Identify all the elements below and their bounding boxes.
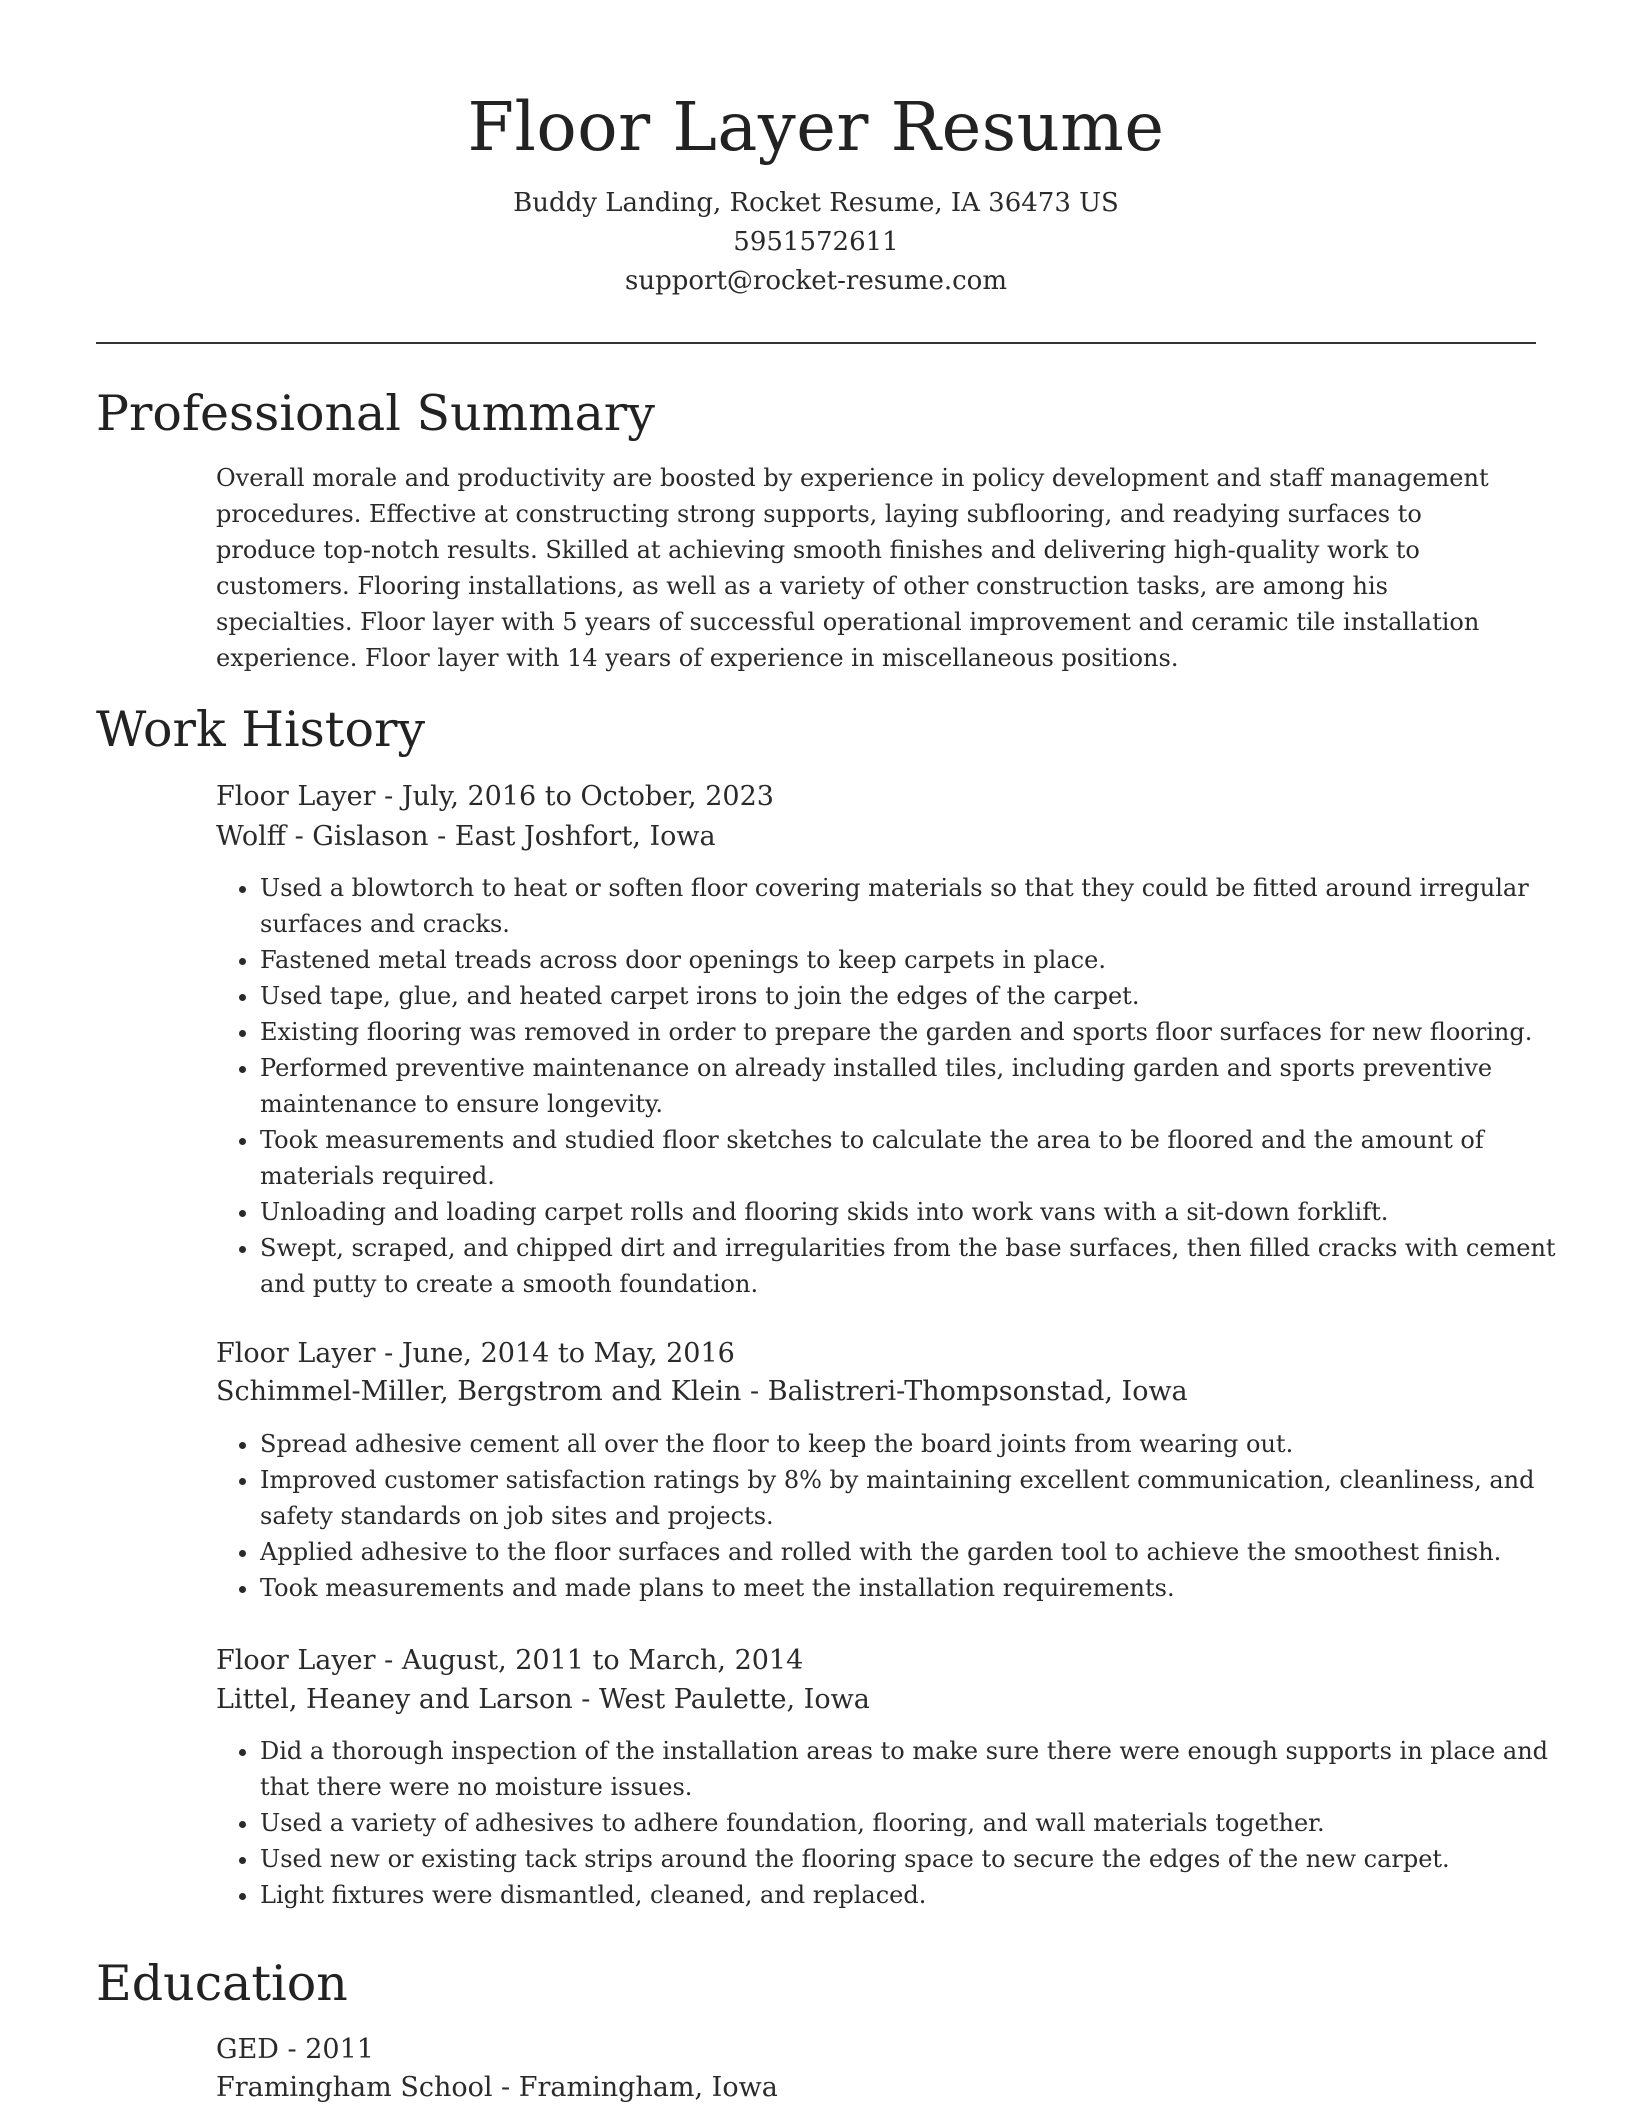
job-2-employer: Schimmel-Miller, Bergstrom and Klein - Balistreri-Thompsonstad, Iowa bbox=[216, 1376, 1188, 1407]
job-3-employer: Littel, Heaney and Larson - West Paulette, Iowa bbox=[216, 1684, 870, 1715]
list-item: • Applied adhesive to the floor surfaces and rolled with the garden tool to achieve the smoothest finish. bbox=[260, 1534, 1560, 1570]
education-heading: Education bbox=[96, 1955, 348, 2012]
list-item: • Used new or existing tack strips around the flooring space to secure the edges of the new carpet. bbox=[260, 1841, 1560, 1877]
list-item: • Existing flooring was removed in order to prepare the garden and sports floor surfaces for new flooring. bbox=[260, 1014, 1560, 1050]
header-divider bbox=[96, 342, 1536, 344]
list-item: • Took measurements and made plans to meet the installation requirements. bbox=[260, 1570, 1560, 1606]
job-2-position: Floor Layer - June, 2014 to May, 2016 bbox=[216, 1338, 735, 1369]
job-3-position: Floor Layer - August, 2011 to March, 2014 bbox=[216, 1645, 804, 1676]
resume-header bbox=[0, 82, 1632, 301]
list-item: • Used a blowtorch to heat or soften floor covering materials so that they could be fitted around irregular surfaces and cracks. bbox=[260, 870, 1560, 942]
list-item: • Spread adhesive cement all over the floor to keep the board joints from wearing out. bbox=[260, 1426, 1560, 1462]
list-item: • Unloading and loading carpet rolls and flooring skids into work vans with a sit-down forklift. bbox=[260, 1194, 1560, 1230]
list-item: • Did a thorough inspection of the installation areas to make sure there were enough supports in place and that there were no moisture issues. bbox=[260, 1733, 1560, 1805]
list-item: • Took measurements and studied floor sketches to calculate the area to be floored and the amount of materials required. bbox=[260, 1122, 1560, 1194]
list-item: • Fastened metal treads across door openings to keep carpets in place. bbox=[260, 942, 1560, 978]
work-history-heading: Work History bbox=[96, 701, 426, 758]
job-2-bullets bbox=[216, 1426, 1560, 1606]
contact-address: Buddy Landing, Rocket Resume, IA 36473 US bbox=[513, 188, 1119, 218]
list-item: • Light fixtures were dismantled, cleaned, and replaced. bbox=[260, 1877, 1560, 1913]
job-1-bullets bbox=[216, 870, 1560, 1302]
summary-heading: Professional Summary bbox=[96, 385, 655, 442]
contact-info bbox=[0, 184, 1632, 301]
education-degree: GED - 2011 bbox=[216, 2034, 374, 2065]
list-item: • Performed preventive maintenance on already installed tiles, including garden and sports preventive maintenance to ensure longevity. bbox=[260, 1050, 1560, 1122]
list-item: • Used a variety of adhesives to adhere foundation, flooring, and wall materials together. bbox=[260, 1805, 1560, 1841]
job-3-bullets bbox=[216, 1733, 1560, 1913]
job-1-position: Floor Layer - July, 2016 to October, 2023 bbox=[216, 781, 774, 812]
job-1-employer: Wolff - Gislason - East Joshfort, Iowa bbox=[216, 821, 716, 852]
list-item: • Used tape, glue, and heated carpet irons to join the edges of the carpet. bbox=[260, 978, 1560, 1014]
contact-phone: 5951572611 bbox=[733, 227, 899, 257]
resume-title: Floor Layer Resume bbox=[467, 88, 1165, 166]
contact-email: support@rocket-resume.com bbox=[624, 266, 1007, 296]
list-item: • Improved customer satisfaction ratings by 8% by maintaining excellent communication, cleanliness, and safety standards on job sites and projects. bbox=[260, 1462, 1560, 1534]
list-item: • Swept, scraped, and chipped dirt and irregularities from the base surfaces, then filled cracks with cement and putty to create a smooth foundation. bbox=[260, 1230, 1560, 1302]
summary-text: Overall morale and productivity are boosted by experience in policy development and staff management procedures. Effective at constructing strong supports, laying subflooring, and readying surfaces to produce top-notch results. Skilled at achieving smooth finishes and delivering high-quality work to customers. Flooring installations, as well as a variety of other construction tasks, are among his specialties. Floor layer with 5 years of successful operational improvement and ceramic tile installation experience. Floor layer with 14 years of experience in miscellaneous positions. bbox=[216, 464, 1489, 672]
education-school: Framingham School - Framingham, Iowa bbox=[216, 2072, 778, 2103]
